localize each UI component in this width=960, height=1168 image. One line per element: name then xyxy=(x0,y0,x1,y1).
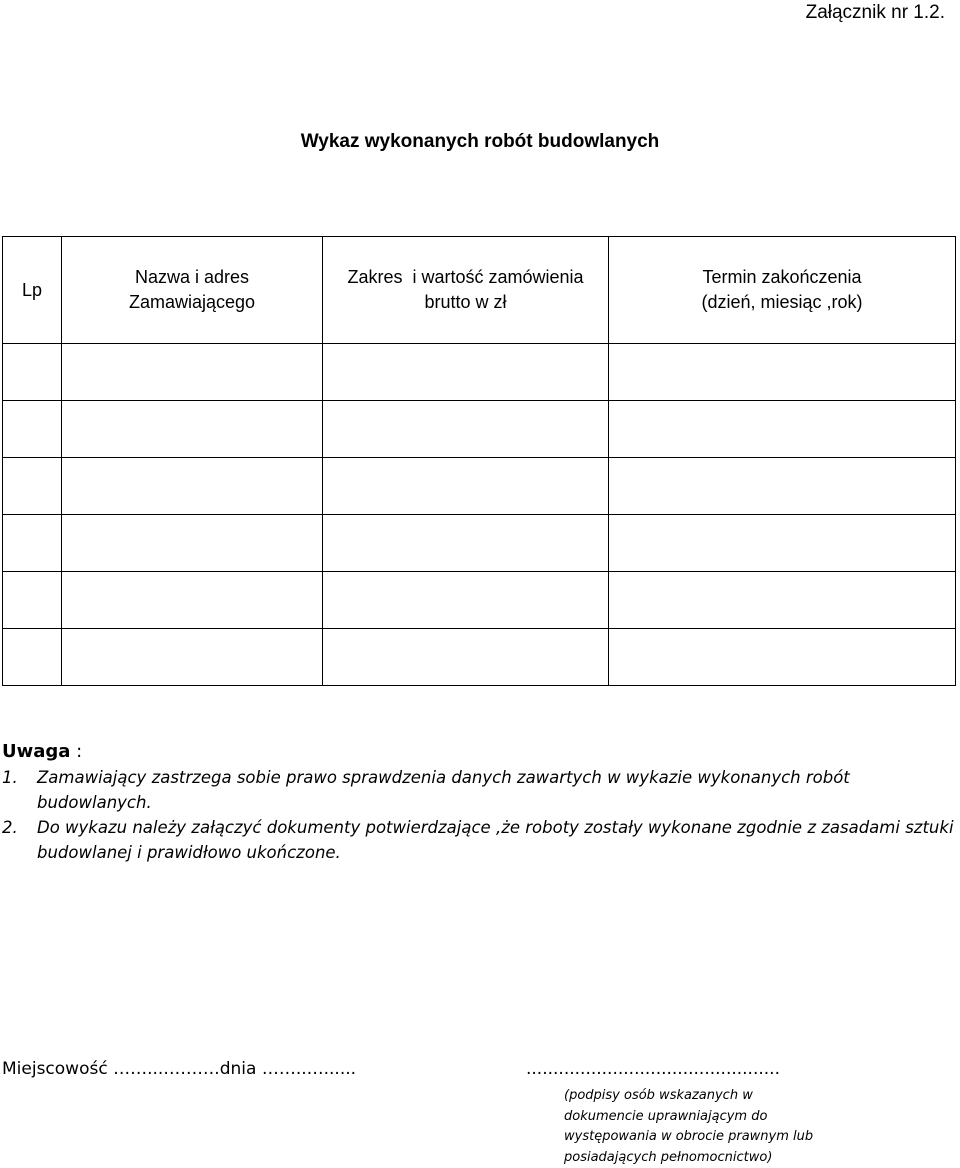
remarks-heading xyxy=(2,739,954,765)
table-row xyxy=(3,629,956,686)
header-lp-text: Lp xyxy=(3,278,61,303)
table-cell[interactable] xyxy=(323,572,609,629)
signature-dots: ............................................... xyxy=(526,1059,780,1079)
table-cell[interactable] xyxy=(62,344,323,401)
remarks-section xyxy=(2,739,954,865)
remark-number: 1. xyxy=(2,765,18,790)
remark-item xyxy=(2,815,954,865)
header-scope-value xyxy=(323,237,609,344)
remark-text: Do wykazu należy załączyć dokumenty potwierdzające ,że roboty zostały wykonane zgodnie z zasadami sztuki budowlanej i prawidłowo ukończone. xyxy=(37,818,954,862)
header-date-line2: (dzień, miesiąc ,rok) xyxy=(609,290,955,315)
header-scope-line1: Zakres i wartość zamówienia xyxy=(323,265,608,290)
table-cell[interactable] xyxy=(323,344,609,401)
table-cell[interactable] xyxy=(323,458,609,515)
table-cell[interactable] xyxy=(62,458,323,515)
document-title: Wykaz wykonanych robót budowlanych xyxy=(0,131,960,153)
table-cell[interactable] xyxy=(609,572,956,629)
remarks-heading-bold: Uwaga xyxy=(2,741,70,762)
table-cell[interactable] xyxy=(323,515,609,572)
table-cell[interactable] xyxy=(3,458,62,515)
table-header-row xyxy=(3,237,956,344)
header-lp xyxy=(3,237,62,344)
table-row xyxy=(3,515,956,572)
works-table xyxy=(2,236,956,686)
signature-caption-line: dokumencie uprawniającym do xyxy=(564,1107,854,1128)
table-cell[interactable] xyxy=(323,401,609,458)
header-scope-line2: brutto w zł xyxy=(323,290,608,315)
table-cell[interactable] xyxy=(609,515,956,572)
table-cell[interactable] xyxy=(62,572,323,629)
signature-caption xyxy=(564,1086,854,1168)
table-row xyxy=(3,458,956,515)
table-cell[interactable] xyxy=(3,515,62,572)
table-cell[interactable] xyxy=(3,572,62,629)
table-cell[interactable] xyxy=(609,344,956,401)
table-cell[interactable] xyxy=(3,401,62,458)
table-cell[interactable] xyxy=(609,629,956,686)
table-row xyxy=(3,344,956,401)
header-client-line2: Zamawiającego xyxy=(62,290,322,315)
signature-caption-line: (podpisy osób wskazanych w xyxy=(564,1086,854,1107)
remarks-heading-colon: : xyxy=(70,741,82,762)
table-cell[interactable] xyxy=(3,629,62,686)
header-client xyxy=(62,237,323,344)
table-cell[interactable] xyxy=(3,344,62,401)
remark-item xyxy=(2,765,954,815)
remark-number: 2. xyxy=(2,815,18,840)
table-cell[interactable] xyxy=(62,515,323,572)
signature-caption-line: posiadających pełnomocnictwo) xyxy=(564,1148,854,1168)
place-date-line: Miejscowość ……...……….dnia ……..…...... xyxy=(2,1059,356,1079)
header-completion-date xyxy=(609,237,956,344)
signature-caption-line: występowania w obrocie prawnym lub xyxy=(564,1127,854,1148)
remark-text: Zamawiający zastrzega sobie prawo sprawdzenia danych zawartych w wykazie wykonanych robót budowlanych. xyxy=(37,768,850,812)
table-cell[interactable] xyxy=(609,458,956,515)
header-client-line1: Nazwa i adres xyxy=(62,265,322,290)
table-cell[interactable] xyxy=(62,629,323,686)
header-date-line1: Termin zakończenia xyxy=(609,265,955,290)
annex-label: Załącznik nr 1.2. xyxy=(806,2,945,24)
table-row xyxy=(3,572,956,629)
table-cell[interactable] xyxy=(323,629,609,686)
table-cell[interactable] xyxy=(609,401,956,458)
table-cell[interactable] xyxy=(62,401,323,458)
table-row xyxy=(3,401,956,458)
